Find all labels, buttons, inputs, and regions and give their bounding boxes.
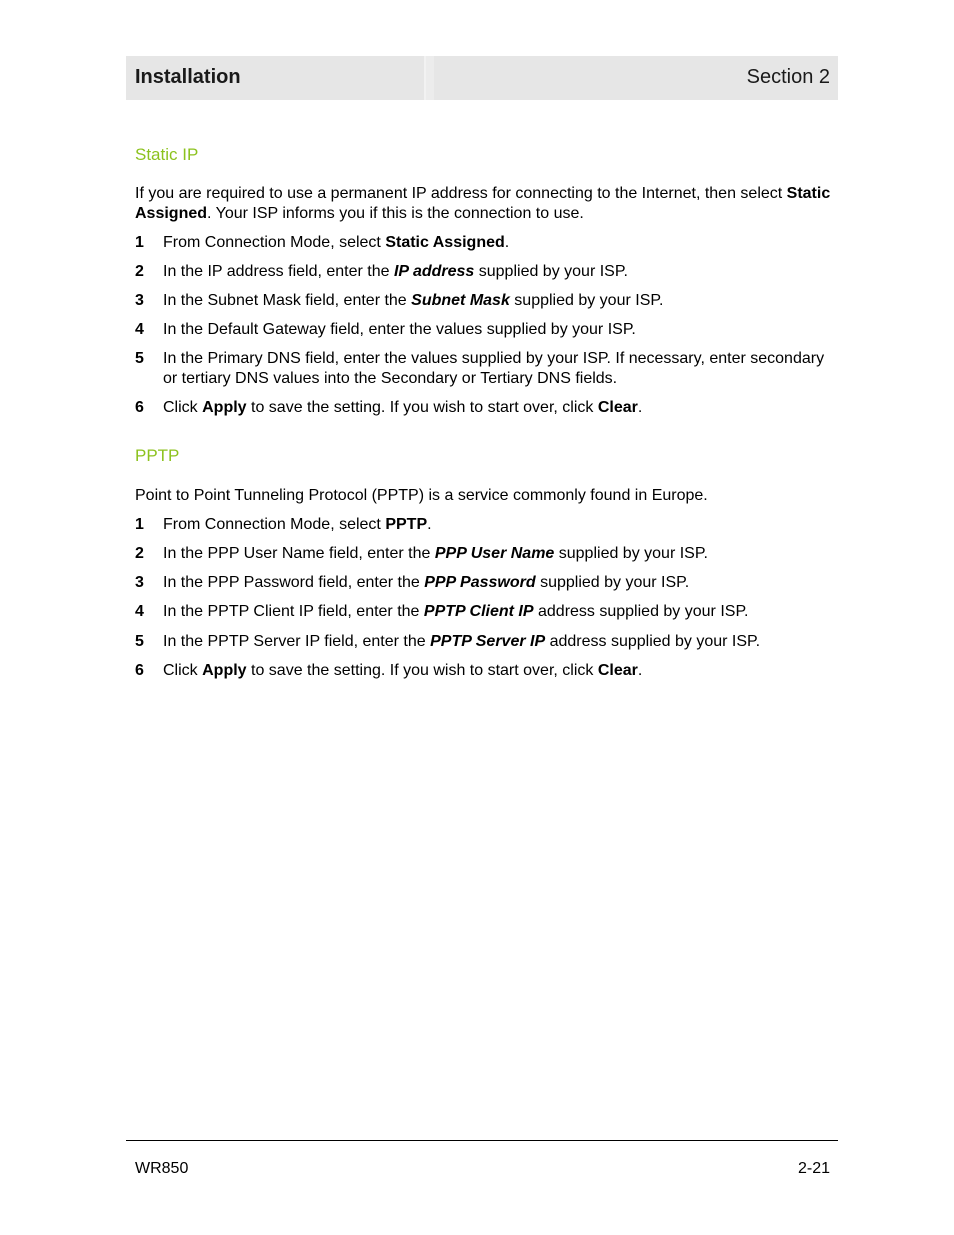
step-number: 1: [135, 234, 144, 251]
step-text: In the Default Gateway field, enter the values supplied by your ISP.: [163, 321, 636, 338]
step-number: 5: [135, 350, 144, 367]
chapter-title: Installation: [135, 66, 241, 88]
step-number: 4: [135, 321, 144, 338]
pptp-heading: PPTP: [135, 446, 180, 465]
step-number: 2: [135, 545, 144, 562]
step-number: 4: [135, 603, 144, 620]
pptp-intro: Point to Point Tunneling Protocol (PPTP) is a service commonly found in Europe.: [135, 487, 708, 504]
step-text: In the PPP User Name field, enter the PPP User Name supplied by your ISP.: [163, 545, 708, 562]
step-text: In the PPTP Client IP field, enter the PPTP Client IP address supplied by your ISP.: [163, 603, 749, 620]
step-text: In the Primary DNS field, enter the values supplied by your ISP. If necessary, enter secondary or tertiary DNS values into the Secondary or Tertiary DNS fields.: [163, 350, 825, 387]
footer-page-number: 2-21: [797, 1160, 830, 1177]
step-number: 5: [135, 633, 144, 650]
step-number: 2: [135, 263, 144, 280]
header-left-band: [126, 56, 424, 100]
step-text: In the PPP Password field, enter the PPP Password supplied by your ISP.: [163, 574, 690, 591]
footer-model: WR850: [135, 1160, 189, 1177]
step-number: 3: [135, 292, 144, 309]
page-header: [126, 56, 838, 100]
static-ip-intro: [135, 184, 835, 224]
step-text: Click Apply to save the setting. If you wish to start over, click Clear.: [163, 399, 643, 416]
intro-text: If you are required to use a permanent IP address for connecting to the Internet, then select: [135, 185, 787, 202]
step-number: 1: [135, 516, 144, 533]
step-number: 6: [135, 662, 144, 679]
step-text: In the IP address field, enter the IP address supplied by your ISP.: [163, 263, 628, 280]
step-number: 3: [135, 574, 144, 591]
static-ip-heading: Static IP: [135, 145, 199, 164]
intro-bold: Static Assigned: [135, 185, 831, 222]
step-text: In the PPTP Server IP field, enter the PPTP Server IP address supplied by your ISP.: [163, 633, 761, 650]
step-text: From Connection Mode, select Static Assigned.: [163, 234, 510, 251]
intro-text-end: . Your ISP informs you if this is the connection to use.: [207, 205, 584, 222]
footer-rule: [126, 1140, 838, 1141]
step-number: 6: [135, 399, 144, 416]
section-label: Section 2: [746, 66, 830, 88]
step-text: From Connection Mode, select PPTP.: [163, 516, 432, 533]
header-right-band: [434, 56, 838, 100]
step-text: In the Subnet Mask field, enter the Subnet Mask supplied by your ISP.: [163, 292, 664, 309]
step-text: Click Apply to save the setting. If you wish to start over, click Clear.: [163, 662, 643, 679]
header-divider-band: [426, 56, 434, 100]
